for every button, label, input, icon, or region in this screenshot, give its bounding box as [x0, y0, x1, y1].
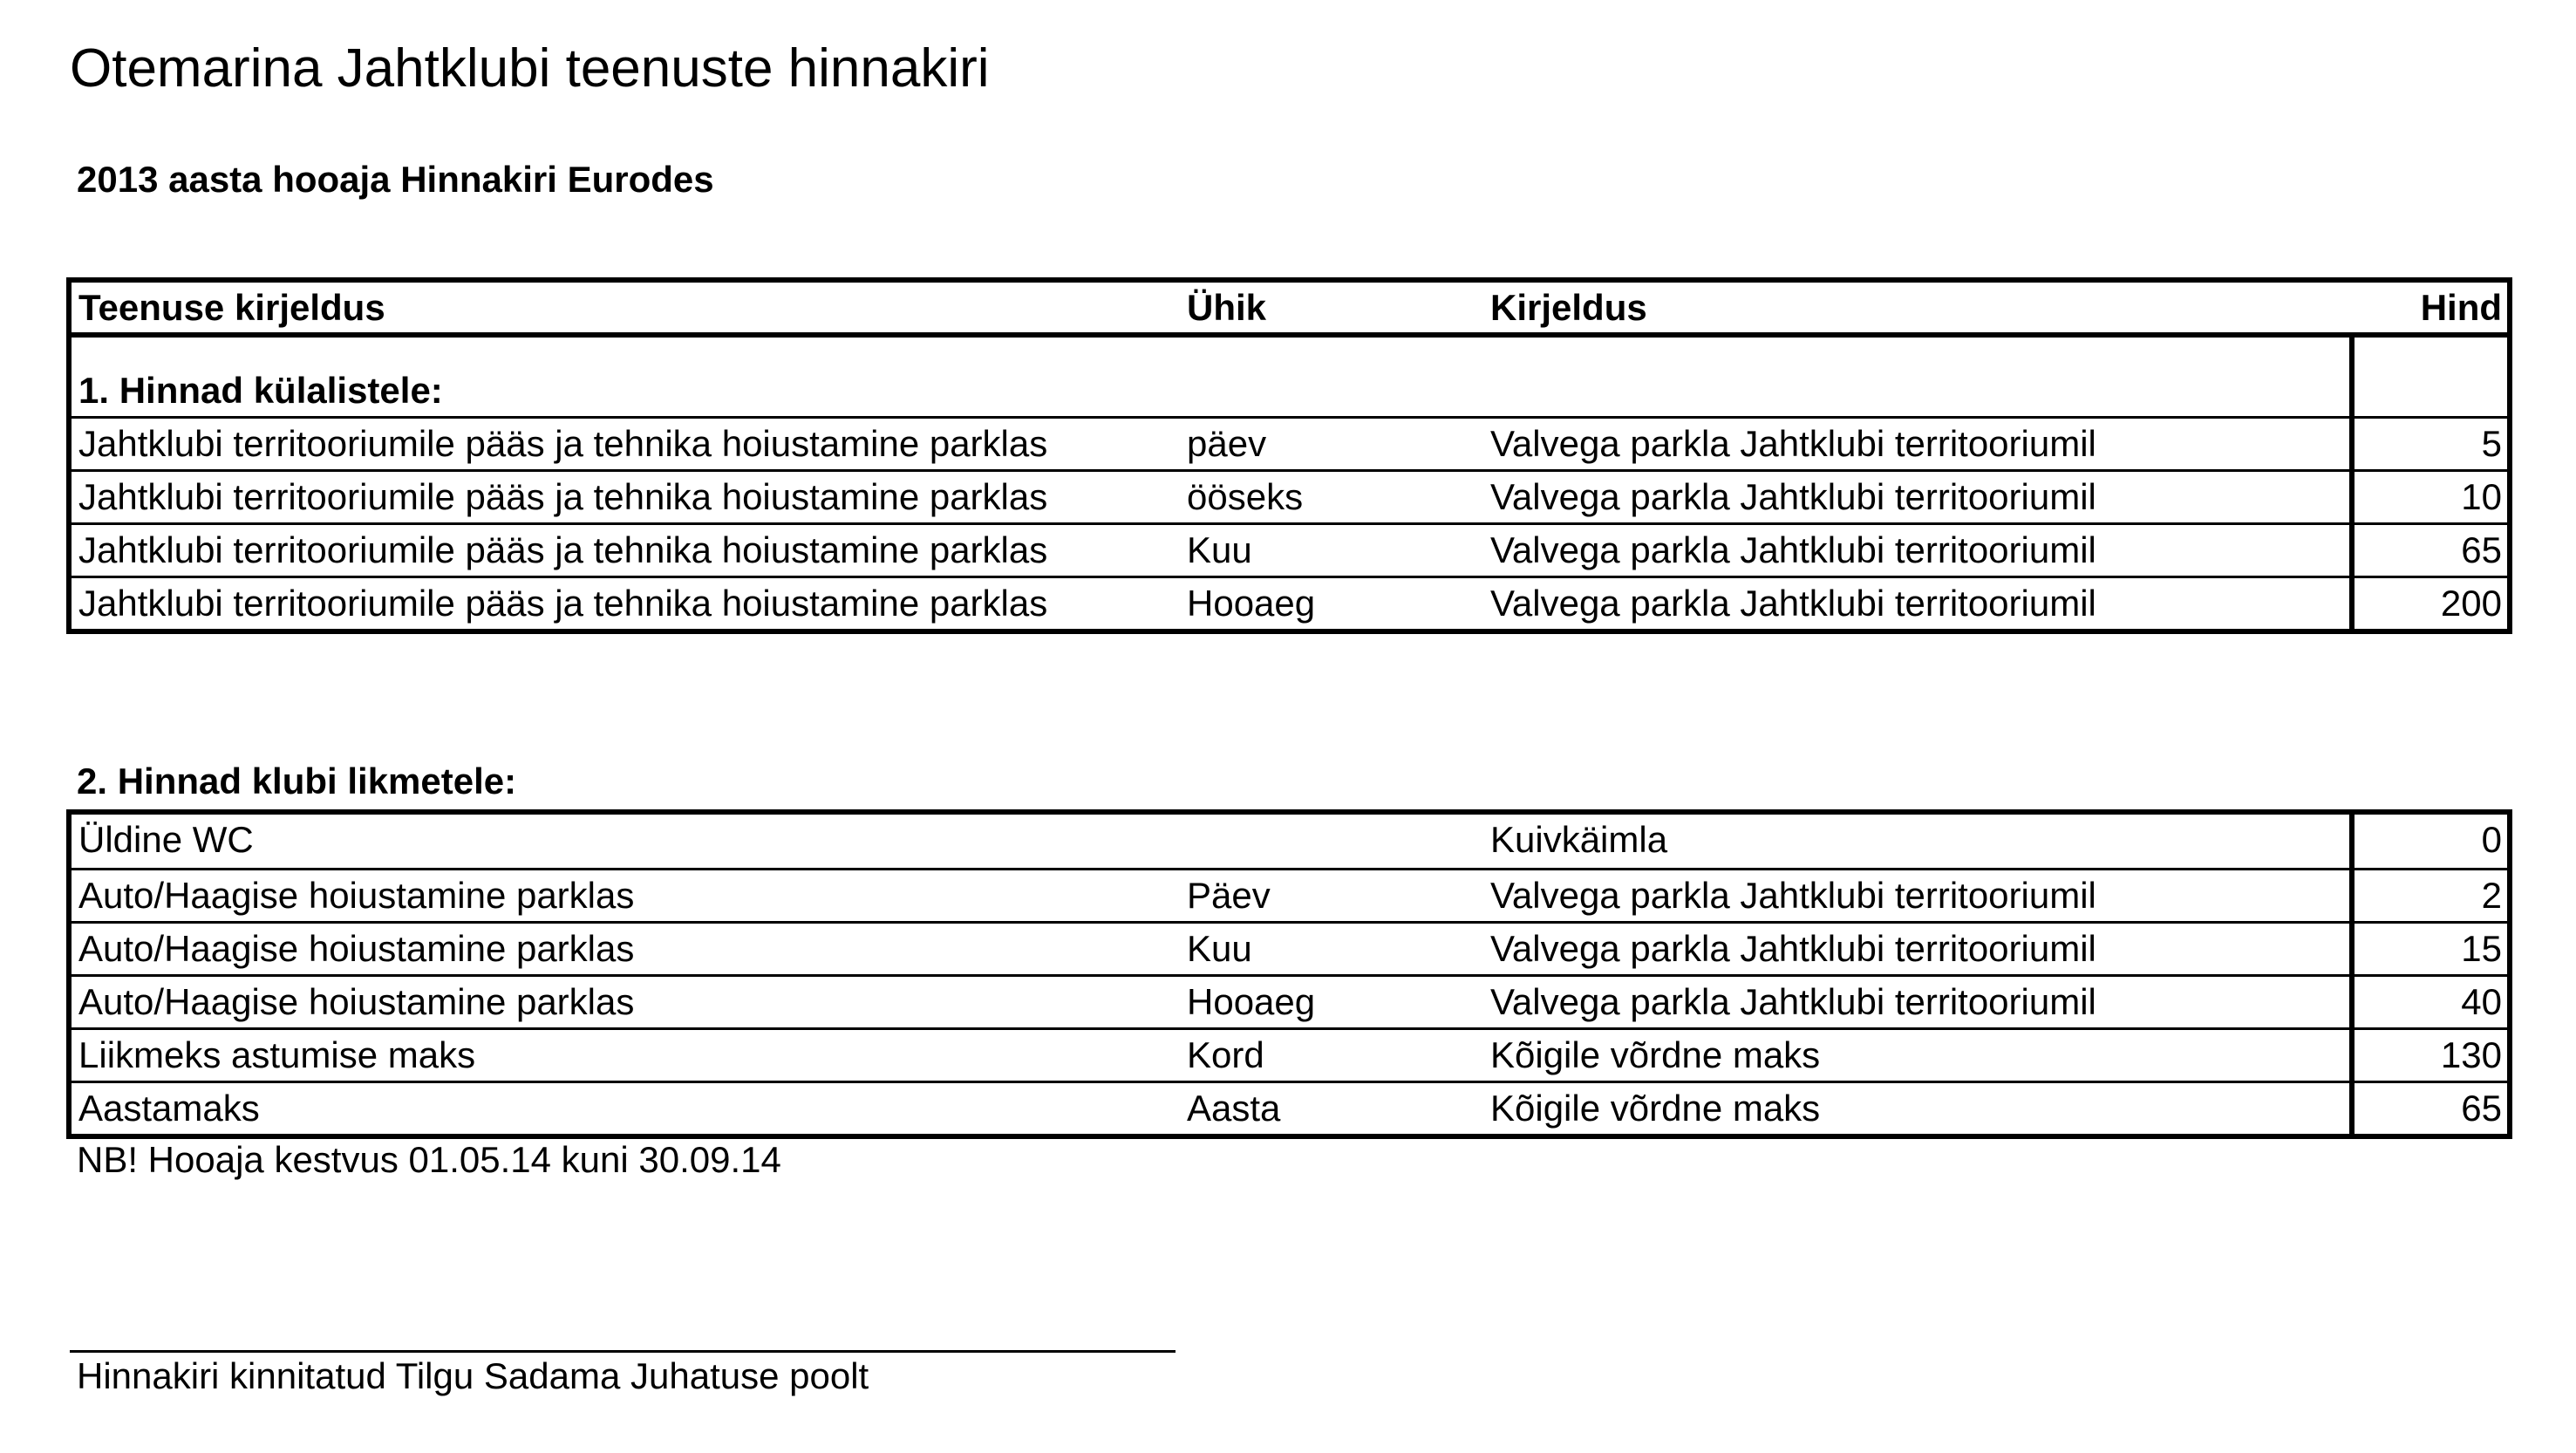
- description-cell: Jahtklubi territooriumile pääs ja tehnika hoiustamine parklas: [78, 423, 1048, 464]
- member-price-table: [66, 809, 2512, 1139]
- details-cell: Valvega parkla Jahtklubi territooriumil: [1490, 875, 2096, 916]
- table-row: [72, 921, 2507, 974]
- header-description: Teenuse kirjeldus: [78, 287, 385, 328]
- table-header-row: [72, 283, 2507, 338]
- header-details: Kirjeldus: [1490, 287, 1647, 328]
- header-unit: Ühik: [1187, 287, 1267, 328]
- description-cell: Jahtklubi territooriumile pääs ja tehnika hoiustamine parklas: [78, 476, 1048, 517]
- unit-cell: ööseks: [1187, 476, 1304, 517]
- price-cell: 130: [2349, 1030, 2507, 1081]
- description-cell: Jahtklubi territooriumile pääs ja tehnika hoiustamine parklas: [78, 583, 1048, 624]
- price-cell: 65: [2349, 525, 2507, 576]
- price-cell: 5: [2349, 419, 2507, 469]
- unit-cell: Aasta: [1187, 1088, 1281, 1129]
- description-cell: Aastamaks: [78, 1088, 260, 1129]
- approval-footer: Hinnakiri kinnitatud Tilgu Sadama Juhatuse poolt: [77, 1355, 869, 1396]
- table-row: [72, 416, 2507, 469]
- unit-cell: Kuu: [1187, 928, 1252, 969]
- unit-cell: Hooaeg: [1187, 583, 1316, 624]
- table-row: [72, 974, 2507, 1027]
- page-title: Otemarina Jahtklubi teenuste hinnakiri: [70, 38, 990, 99]
- guest-price-table: [66, 277, 2512, 634]
- unit-cell: Kord: [1187, 1034, 1264, 1075]
- description-cell: Auto/Haagise hoiustamine parklas: [78, 981, 635, 1022]
- price-cell: 40: [2349, 977, 2507, 1027]
- description-cell: Auto/Haagise hoiustamine parklas: [78, 928, 635, 969]
- details-cell: Valvega parkla Jahtklubi territooriumil: [1490, 981, 2096, 1022]
- table-row: [72, 815, 2507, 868]
- header-price: Hind: [2420, 287, 2502, 328]
- table-row: [72, 1081, 2507, 1134]
- description-cell: Jahtklubi territooriumile pääs ja tehnika hoiustamine parklas: [78, 529, 1048, 570]
- details-cell: Valvega parkla Jahtklubi territooriumil: [1490, 583, 2096, 624]
- season-note: NB! Hooaja kestvus 01.05.14 kuni 30.09.14: [77, 1139, 781, 1180]
- unit-cell: Kuu: [1187, 529, 1252, 570]
- price-cell: 2: [2349, 870, 2507, 921]
- price-cell: 15: [2349, 924, 2507, 974]
- price-cell-empty: [2349, 338, 2507, 416]
- price-cell: 65: [2349, 1083, 2507, 1134]
- section2-label: 2. Hinnad klubi likmetele:: [77, 761, 517, 802]
- price-cell: 200: [2349, 578, 2507, 629]
- unit-cell: päev: [1187, 423, 1267, 464]
- description-cell: Auto/Haagise hoiustamine parklas: [78, 875, 635, 916]
- details-cell: Valvega parkla Jahtklubi territooriumil: [1490, 529, 2096, 570]
- details-cell: Valvega parkla Jahtklubi territooriumil: [1490, 476, 2096, 517]
- unit-cell: Hooaeg: [1187, 981, 1316, 1022]
- description-cell: Liikmeks astumise maks: [78, 1034, 476, 1075]
- details-cell: Kõigile võrdne maks: [1490, 1088, 1821, 1129]
- unit-cell: Päev: [1187, 875, 1271, 916]
- page-subtitle: 2013 aasta hooaja Hinnakiri Eurodes: [77, 159, 714, 200]
- table-row: [72, 1027, 2507, 1081]
- details-cell: Kõigile võrdne maks: [1490, 1034, 1821, 1075]
- table-row: [72, 469, 2507, 522]
- table-row: [72, 576, 2507, 629]
- details-cell: Kuivkäimla: [1490, 819, 1668, 860]
- price-cell: 0: [2349, 815, 2507, 868]
- section1-label: 1. Hinnad külalistele:: [78, 370, 443, 411]
- table-row: [72, 522, 2507, 576]
- details-cell: Valvega parkla Jahtklubi territooriumil: [1490, 423, 2096, 464]
- price-cell: 10: [2349, 472, 2507, 522]
- details-cell: Valvega parkla Jahtklubi territooriumil: [1490, 928, 2096, 969]
- section-label-row: [72, 338, 2507, 416]
- table-row: [72, 868, 2507, 921]
- description-cell: Üldine WC: [78, 819, 254, 860]
